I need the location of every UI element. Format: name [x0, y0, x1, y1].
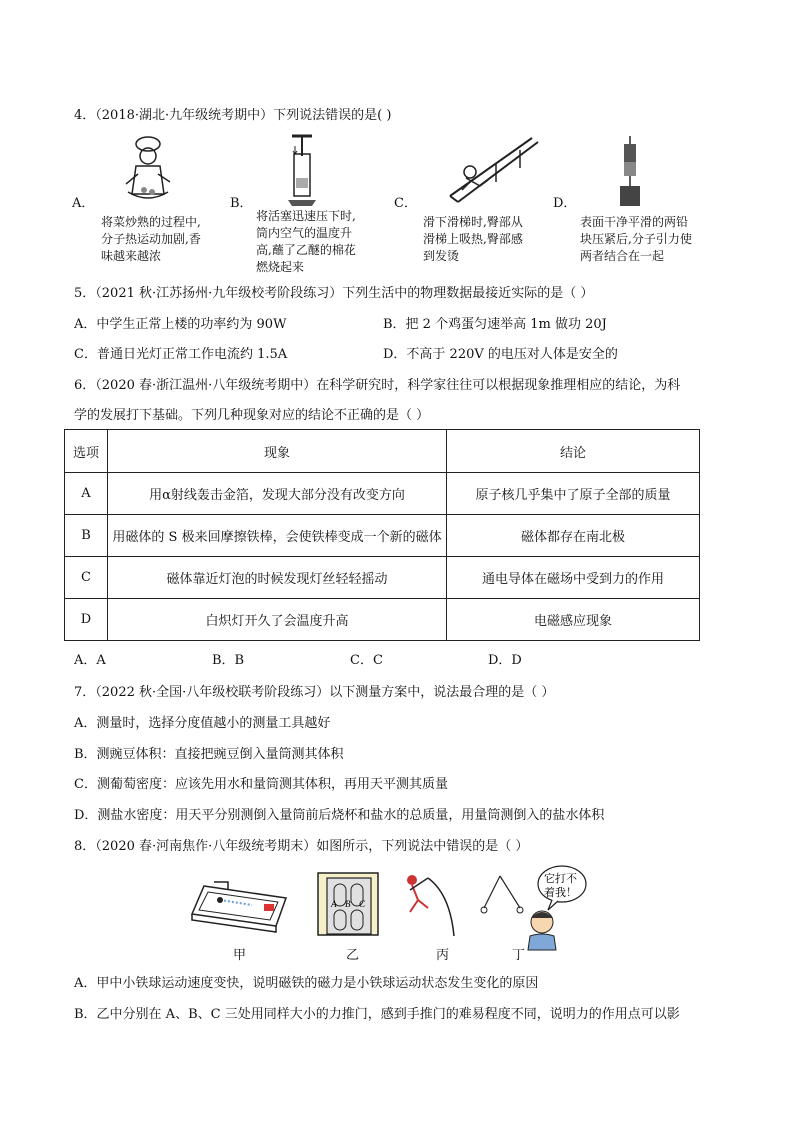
- table-cell: 白炽灯开久了会温度升高: [108, 599, 447, 641]
- table-row: [65, 473, 700, 515]
- q6-option-b[interactable]: B．B: [212, 653, 245, 668]
- figure-label-jia: 甲: [233, 948, 247, 963]
- table-row: [65, 515, 700, 557]
- q5-option-b[interactable]: B．把 2 个鸡蛋匀速举高 1m 做功 20J: [383, 317, 607, 332]
- magnet-table-image: [190, 876, 290, 936]
- table-row: [65, 599, 700, 641]
- q6-option-a[interactable]: A．A: [74, 653, 106, 668]
- door-label-a: A: [331, 899, 337, 909]
- q7-option-c[interactable]: C．测葡萄密度：应该先用水和量筒测其体积，再用天平测其质量: [74, 777, 448, 792]
- table-cell: 通电导体在磁场中受到力的作用: [447, 557, 700, 599]
- q4-option-a-caption: [101, 214, 201, 265]
- caption-line: 到发烫: [423, 249, 460, 263]
- speech-line-2: 着我！: [544, 886, 577, 899]
- door-label-b: B: [345, 899, 351, 909]
- door-label-c: C: [359, 899, 366, 909]
- q6-stem-line1: 6．（2020 春·浙江温州·八年级统考期中）在科学研究时，科学家往往可以根据现象推理相应的结论，为科: [74, 378, 681, 393]
- table-cell: C: [65, 557, 108, 599]
- table-cell: D: [65, 599, 108, 641]
- table-cell: 原子核几乎集中了原子全部的质量: [447, 473, 700, 515]
- q7-stem: 7．（2022 秋·全国·八年级校联考阶段练习）以下测量方案中，说法最合理的是（ ）: [74, 685, 555, 700]
- caption-line: 表面干净平滑的两铅: [580, 215, 689, 229]
- q4-option-d-label[interactable]: D．: [553, 196, 577, 211]
- q5-option-d[interactable]: D．不高于 220V 的电压对人体是安全的: [383, 347, 618, 362]
- table-cell: A: [65, 473, 108, 515]
- door-image: [317, 872, 379, 936]
- q4-option-b-caption: [256, 208, 356, 276]
- table-cell: 电磁感应现象: [447, 599, 700, 641]
- table-cell: 用α射线轰击金箔，发现大部分没有改变方向: [108, 473, 447, 515]
- caption-line: 高,蘸了乙醚的棉花: [256, 243, 356, 257]
- caption-line: 滑下滑梯时,臀部从: [423, 215, 523, 229]
- q7-option-d[interactable]: D．测盐水密度：用天平分别测倒入量筒前后烧杯和盐水的总质量，用量筒测倒入的盐水体积: [74, 808, 605, 823]
- table-cell: 用磁体的 S 极来回摩擦铁棒，会使铁棒变成一个新的磁体: [108, 515, 447, 557]
- q6-stem-line2: 学的发展打下基础。下列几种现象对应的结论不正确的是（ ）: [74, 408, 430, 423]
- lead-blocks-image: [615, 136, 645, 208]
- q8-option-b[interactable]: B．乙中分别在 A、B、C 三处用同样大小的力推门，感到手推门的难易程度不同，说明力的作用点可以影: [74, 1007, 680, 1022]
- q4-option-b-label[interactable]: B．: [230, 196, 253, 211]
- figure-label-bing: 丙: [436, 948, 450, 963]
- q8-stem: 8．（2020 春·河南焦作·八年级统考期末）如图所示，下列说法中错误的是（ ）: [74, 839, 529, 854]
- figure-label-ding: 丁: [512, 948, 526, 963]
- pendulum-boy-image: [478, 862, 608, 952]
- table-cell: 磁体靠近灯泡的时候发现灯丝轻轻摇动: [108, 557, 447, 599]
- q4-option-c-caption: [423, 214, 523, 265]
- pole-vaulter-image: [398, 870, 468, 940]
- q4-option-c-label[interactable]: C．: [394, 196, 417, 211]
- caption-line: 分子热运动加剧,香: [101, 232, 201, 246]
- q6-option-c[interactable]: C．C: [350, 653, 383, 668]
- chef-cooking-image: [118, 134, 178, 214]
- caption-line: 燃烧起来: [256, 260, 305, 274]
- q6-option-d[interactable]: D．D: [488, 653, 522, 668]
- q4-stem: 4．（2018·湖北·九年级统考期中）下列说法错误的是( ): [74, 108, 392, 123]
- q5-option-c[interactable]: C．普通日光灯正常工作电流约 1.5A: [74, 347, 288, 362]
- caption-line: 块压紧后,分子引力使: [580, 232, 692, 246]
- q7-option-a[interactable]: A．测量时，选择分度值越小的测量工具越好: [74, 716, 331, 731]
- table-cell: B: [65, 515, 108, 557]
- q5-option-a[interactable]: A．中学生正常上楼的功率约为 90W: [74, 317, 287, 332]
- speech-line-1: 它打不: [544, 872, 577, 885]
- table-header-cell: 选项: [65, 430, 108, 473]
- q4-option-d-caption: [580, 214, 692, 265]
- table-cell: 磁体都存在南北极: [447, 515, 700, 557]
- figure-label-yi: 乙: [346, 948, 360, 963]
- table-header-cell: 现象: [108, 430, 447, 473]
- caption-line: 筒内空气的温度升: [256, 226, 353, 240]
- q7-option-b[interactable]: B．测豌豆体积：直接把豌豆倒入量筒测其体积: [74, 747, 344, 762]
- table-header-row: [65, 430, 700, 473]
- q4-option-a-label[interactable]: A．: [72, 196, 95, 211]
- child-on-slide-image: [432, 134, 542, 209]
- q5-stem: 5．（2021 秋·江苏扬州·九年级校考阶段练习）下列生活中的物理数据最接近实际的是（ ）: [74, 286, 594, 301]
- table-row: [65, 557, 700, 599]
- q8-option-a[interactable]: A．甲中小铁球运动速度变快，说明磁铁的磁力是小铁球运动状态发生变化的原因: [74, 976, 539, 991]
- caption-line: 两者结合在一起: [580, 249, 665, 263]
- caption-line: 将菜炒熟的过程中,: [101, 215, 201, 229]
- caption-line: 将活塞迅速压下时,: [256, 209, 356, 223]
- caption-line: 味越来越浓: [101, 249, 162, 263]
- caption-line: 滑梯上吸热,臀部感: [423, 232, 523, 246]
- table-header-cell: 结论: [447, 430, 700, 473]
- q6-table: [64, 429, 700, 641]
- piston-cylinder-image: [282, 134, 322, 209]
